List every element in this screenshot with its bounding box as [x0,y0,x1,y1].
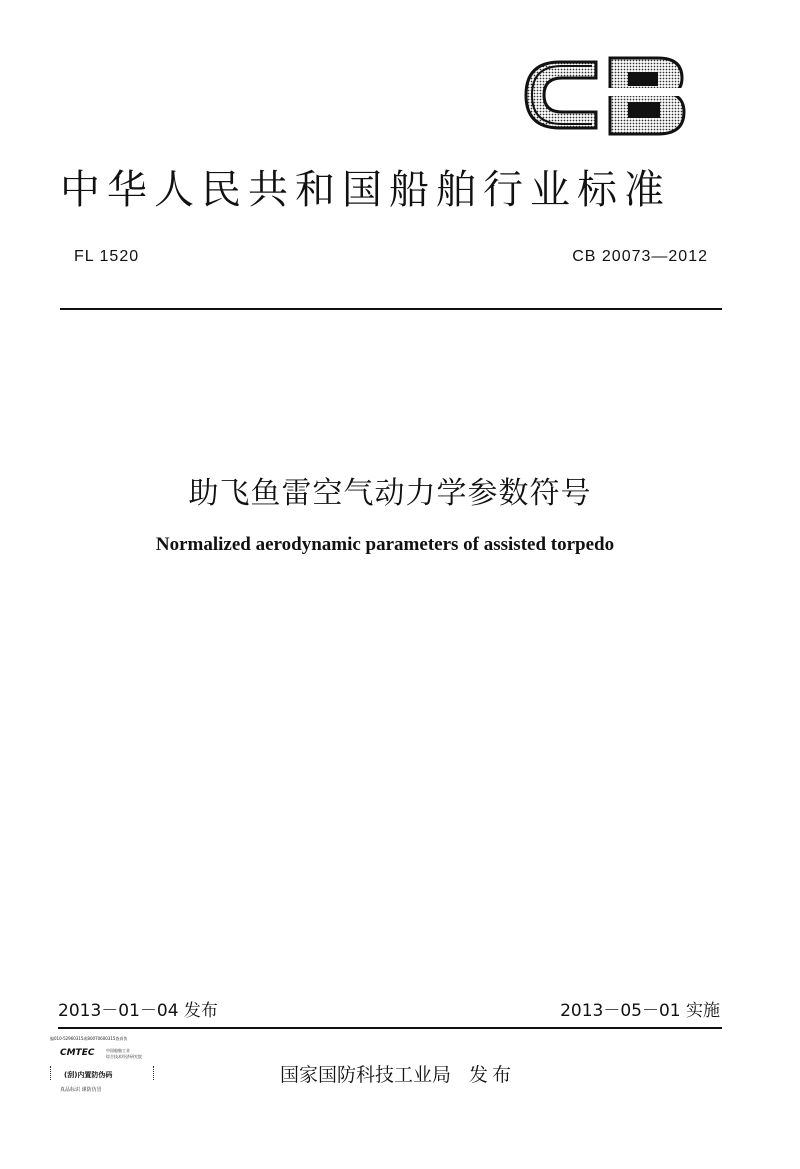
document-title-english: Normalized aerodynamic parameters of assisted torpedo [155,534,615,555]
publish-date: 2013－01－04 发布 [58,1001,218,1021]
label-bracket-left [50,1066,55,1080]
label-bracket-right [149,1066,154,1080]
label-org-line1: 中国船舶工业 [106,1048,130,1053]
header-divider [60,308,722,310]
label-code: (刮)内置防伪码 [64,1071,113,1079]
cb-logo-icon [518,50,688,140]
standard-number: CB 20073—2012 [572,248,708,265]
classification-code: FL 1520 [74,248,140,265]
industry-standard-title: 中华人民共和国船舶行业标准 [60,167,671,213]
label-org-line2: 综合技术经济研究院 [106,1054,142,1059]
publisher-line [280,1060,515,1087]
label-footer: 真品标识 谨防仿冒 [60,1087,102,1093]
cmtec-logo: CMTEC [60,1048,95,1058]
publisher-action: 发布 [469,1064,516,1086]
publisher-name: 国家国防科技工业局 [280,1064,452,1086]
implementation-date: 2013－05－01 实施 [560,1001,720,1021]
label-verify-line: 编010-52960315或80070600315查真伪 [50,1036,128,1041]
anti-counterfeit-label [50,1036,160,1096]
document-title-chinese: 助飞鱼雷空气动力学参数符号 [188,476,592,511]
footer-divider [58,1027,722,1029]
